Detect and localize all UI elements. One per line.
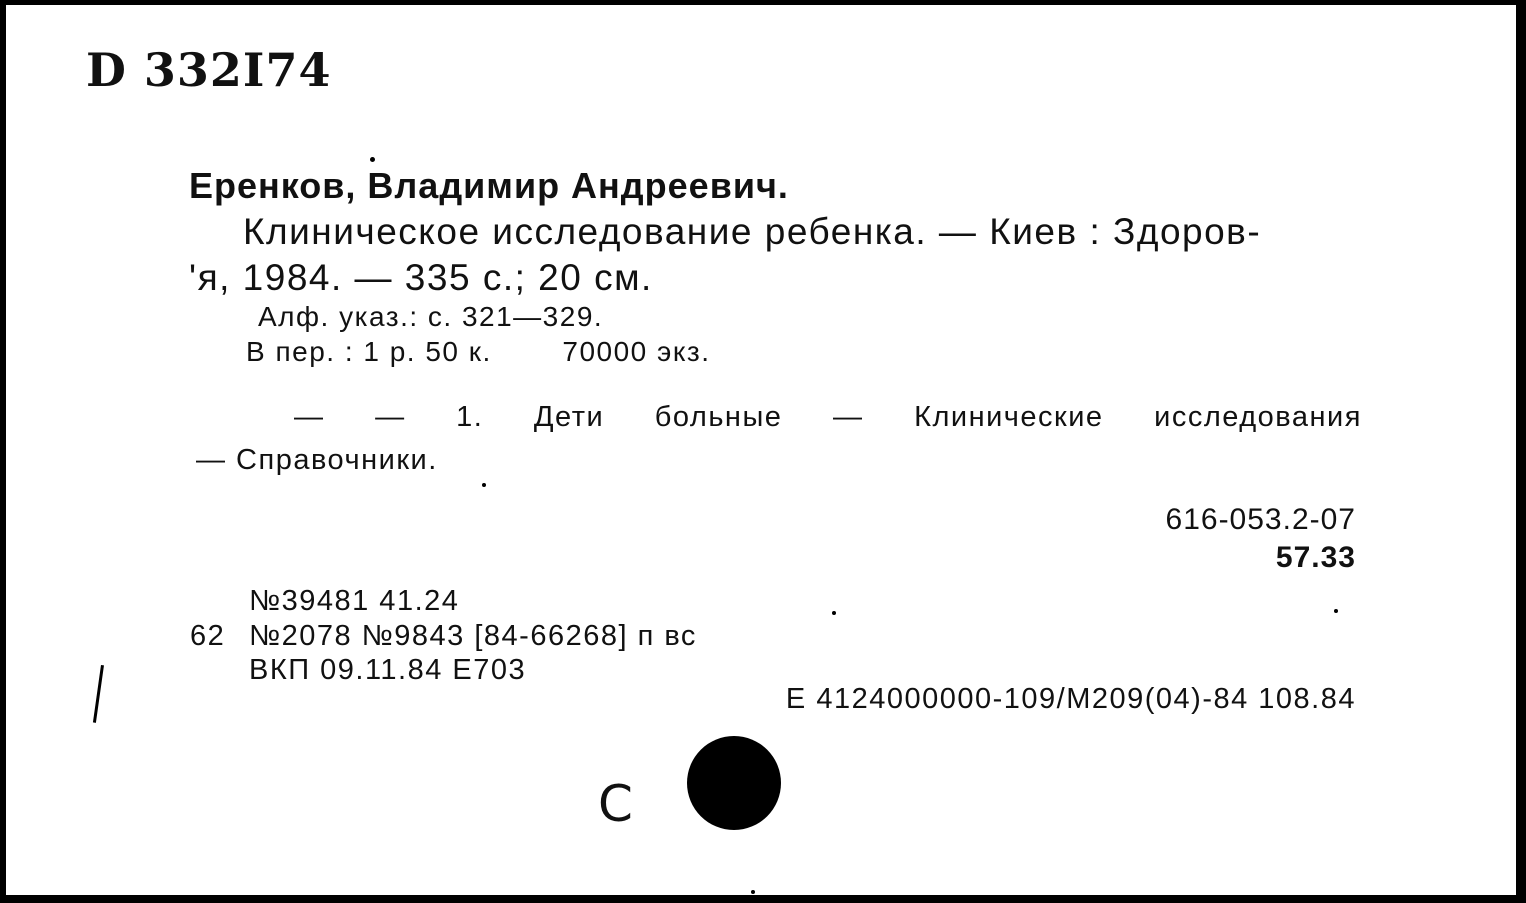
bbk-code: 57.33 bbox=[1275, 541, 1356, 574]
subject-line-1 bbox=[294, 403, 1362, 432]
subject-word: — bbox=[375, 401, 406, 433]
print-speck bbox=[751, 890, 755, 894]
author-heading: Еренков, Владимир Андреевич. bbox=[189, 165, 789, 206]
subject-word: — bbox=[833, 401, 864, 433]
print-speck bbox=[1334, 609, 1338, 613]
service-line-2: №2078 №9843 [84-66268] п вс bbox=[249, 620, 697, 652]
subject-word: Дети bbox=[533, 401, 605, 433]
title-line-1: Клиническое исследование ребенка. — Киев : Здоров- bbox=[243, 211, 1262, 252]
subject-word: Клинические bbox=[914, 401, 1104, 433]
edition-code: Е 4124000000-109/М209(04)-84 108.84 bbox=[785, 683, 1356, 715]
price: В пер. : 1 р. 50 к. bbox=[246, 336, 492, 367]
price-line bbox=[246, 338, 711, 366]
title-line-2: 'я, 1984. — 335 с.; 20 см. bbox=[189, 257, 653, 298]
index-note: Алф. указ.: с. 321—329. bbox=[258, 301, 604, 332]
subject-word: исследования bbox=[1154, 401, 1362, 433]
service-line-3: ВКП 09.11.84 Е703 bbox=[249, 654, 527, 686]
catalog-card bbox=[6, 5, 1516, 895]
print-speck bbox=[482, 483, 486, 487]
mark-letter: С bbox=[598, 775, 633, 833]
print-speck bbox=[370, 157, 375, 162]
subject-word: 1. bbox=[456, 401, 484, 433]
udc-code: 616-053.2-07 bbox=[1165, 503, 1356, 536]
pen-stroke-mark bbox=[93, 665, 104, 723]
print-run: 70000 экз. bbox=[562, 336, 711, 367]
subject-word: — bbox=[294, 401, 325, 433]
print-speck bbox=[832, 611, 836, 615]
black-dot-mark bbox=[687, 736, 781, 830]
subject-word: больные bbox=[654, 401, 783, 433]
catalog-id: D 332I74 bbox=[86, 43, 332, 97]
service-prefix: 62 bbox=[190, 620, 226, 652]
service-line-1: №39481 41.24 bbox=[249, 585, 460, 617]
subject-line-2: — Справочники. bbox=[196, 444, 438, 476]
